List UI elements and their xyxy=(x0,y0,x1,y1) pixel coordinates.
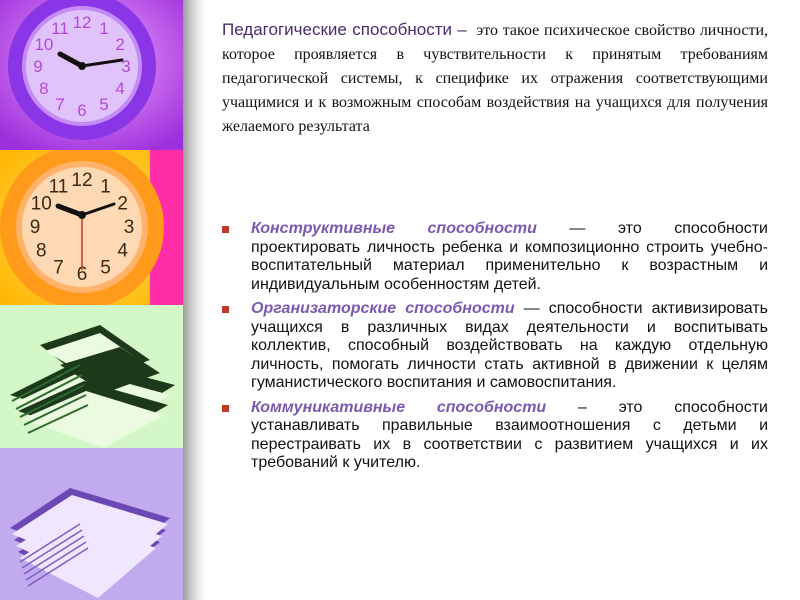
clock-number: 5 xyxy=(99,95,109,115)
yellow-clock-panel xyxy=(0,150,183,305)
list-item xyxy=(222,399,768,473)
bullet-square-icon xyxy=(222,306,229,313)
list-item-text: – это способности устанавливать правильные взаимоотношения с детьми и перестраивать их в соответствии с развитием учащихся и их требований к учителю. xyxy=(251,398,768,471)
bullet-square-icon xyxy=(222,405,229,412)
clock-number: 3 xyxy=(123,217,135,238)
clock-number: 2 xyxy=(117,193,128,215)
list-item xyxy=(222,220,768,294)
list-item-keyword: Организаторские способности xyxy=(251,300,515,317)
clock-number: 1 xyxy=(99,18,109,38)
papers-icon xyxy=(0,448,183,600)
list-item-text: — способности активизировать учащихся в различных видах деятельности и воспитывать коллектив, способный воздействовать на каждую отдельную личность, помогать личности стать активной в движении к целям гуманистического воспитания и самовоспитания. xyxy=(251,300,768,391)
clock-number: 11 xyxy=(48,176,69,198)
clock-icon xyxy=(0,0,183,150)
clock-number: 12 xyxy=(71,170,93,191)
clock-number: 8 xyxy=(36,240,47,262)
clock-number: 3 xyxy=(121,57,131,76)
clock-number: 6 xyxy=(76,264,88,285)
clock-number: 4 xyxy=(117,240,128,262)
clock-icon xyxy=(0,150,183,305)
intro-paragraph xyxy=(222,18,768,139)
clock-number: 7 xyxy=(53,257,64,279)
clock-number: 7 xyxy=(55,95,65,115)
purple-clock-panel xyxy=(0,0,183,150)
term-heading: Педагогические способности – xyxy=(222,20,467,39)
clock-number: 8 xyxy=(39,79,49,98)
decorative-image-strip xyxy=(0,0,183,600)
clock-number: 4 xyxy=(115,79,125,98)
clock-number: 10 xyxy=(30,193,52,215)
bullet-square-icon xyxy=(222,226,229,233)
purple-papers-panel xyxy=(0,448,183,600)
clock-number: 12 xyxy=(72,13,92,32)
clock-number: 9 xyxy=(29,217,41,238)
clock-number: 2 xyxy=(115,35,125,54)
list-item-text: — это способности проектировать личность ребенка и композиционно строить учебно-воспитательный материал применительно к возрастным и индивидуальным особенностям детей. xyxy=(251,220,768,293)
list-item xyxy=(222,300,768,393)
term-definition: это такое психическое свойство личности, которое проявляется в чувствительности к принятым требованиям педагогической системы, к специфике их отражения соответствующими учащимися и к возможным способам воздействия на учащихся для получения желаемого результата xyxy=(222,22,769,135)
clock-number: 10 xyxy=(34,35,54,54)
list-item-keyword: Коммуникативные способности xyxy=(251,398,547,416)
green-books-panel xyxy=(0,305,183,448)
clock-number: 9 xyxy=(33,57,43,76)
clock-number: 1 xyxy=(100,176,111,198)
clock-number: 5 xyxy=(100,257,111,279)
divider-shadow xyxy=(183,0,205,600)
clock-number: 11 xyxy=(51,18,69,38)
books-icon xyxy=(0,305,183,448)
abilities-list xyxy=(222,220,768,479)
list-item-keyword: Конструктивные способности xyxy=(251,220,537,237)
clock-number: 6 xyxy=(77,101,87,120)
